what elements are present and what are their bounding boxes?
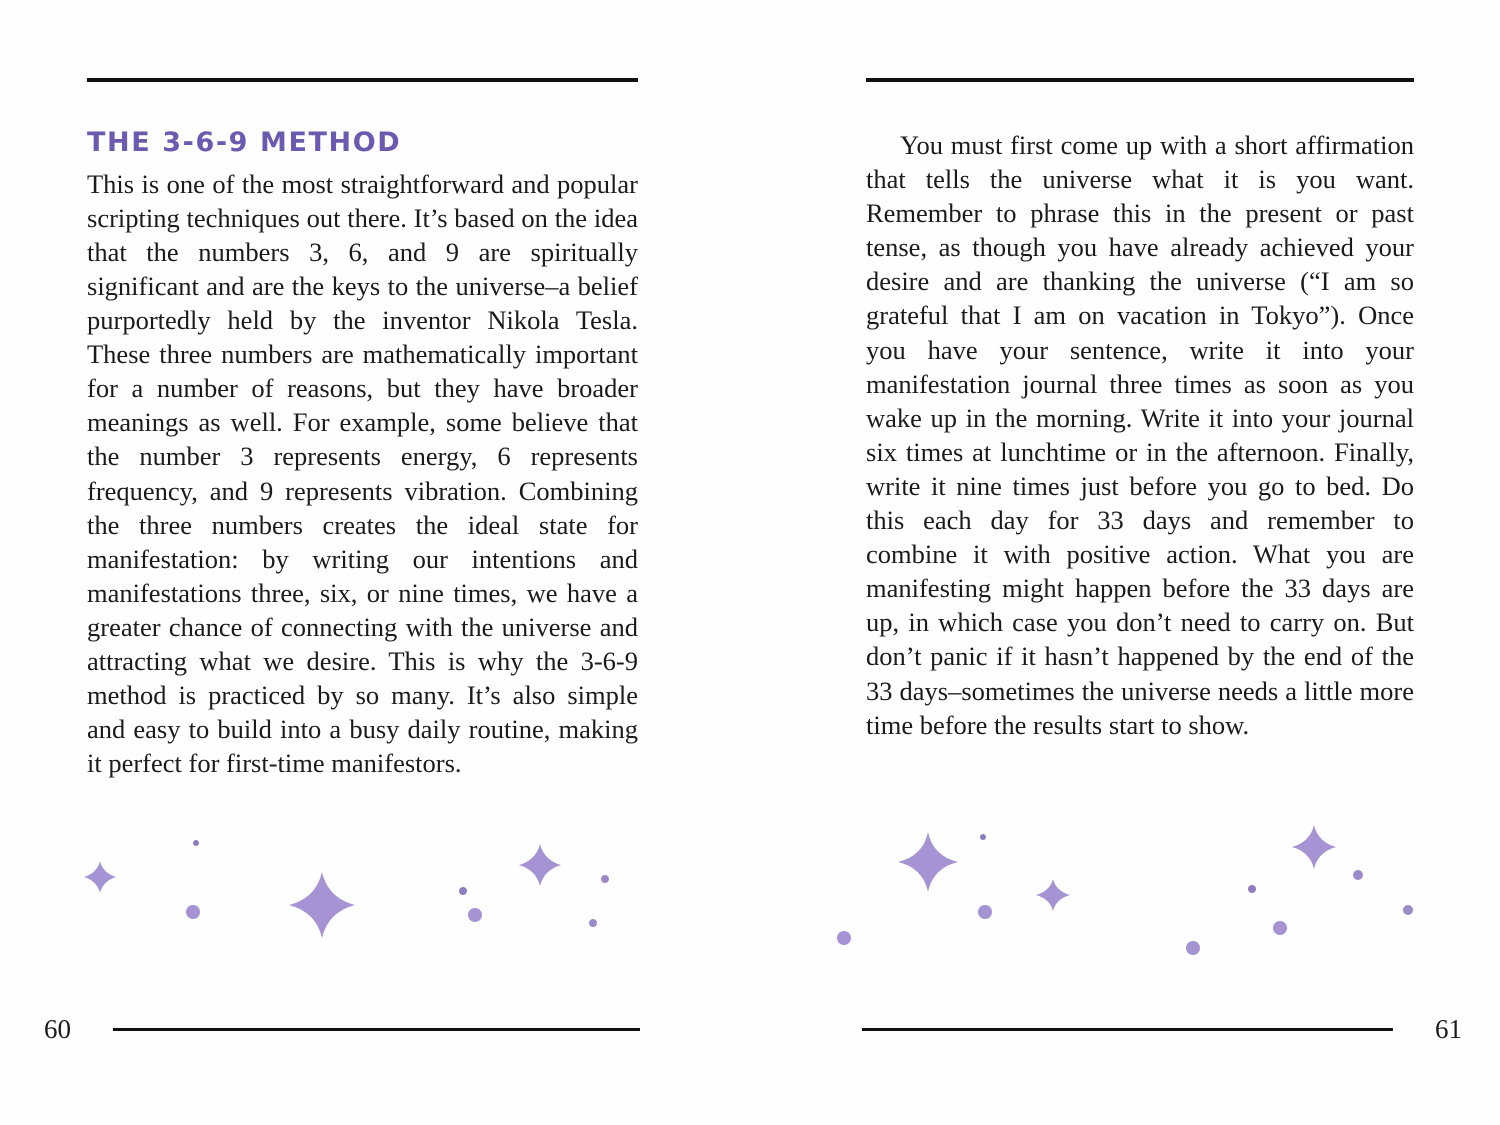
top-rule-left [87, 78, 638, 82]
ornament-right-graphic [770, 815, 1450, 965]
dot-icon [459, 887, 467, 895]
dot-icon [1403, 905, 1413, 915]
body-paragraph-left: This is one of the most straightforward and popular scripting techniques out there. It’s based on the idea that the numbers 3, 6, and 9 are spiritually significant and are the keys to the universe–a belief purportedly held by the inventor Nikola Tesla. These three numbers are mathematically important for a number of reasons, but they have broader meanings as well. For example, some believe that the number 3 represents energy, 6 represents frequency, and 9 represents vibration. Combining the three numbers creates the ideal state for manifestation: by writing our intentions and manifestations three, six, or nine times, we have a greater chance of connecting with the universe and attracting what we desire. This is why the 3-6-9 method is practiced by so many. It’s also simple and easy to build into a busy daily routine, making it perfect for first-time manifestors. [87, 168, 638, 779]
sparkle-star-icon [1036, 879, 1070, 911]
body-paragraph-right: You must first come up with a short affirmation that tells the universe what it is you want. Remember to phrase this in the present or past tense, as though you have already achieved your desire and are thanking the universe (“I am so grateful that I am on vacation in Tokyo”). Once you have your sentence, write it into your manifestation journal three times as soon as you wake up in the morning. Write it into your journal six times at lunchtime or in the afternoon. Finally, write it nine times just before you go to bed. Do this each day for 33 days and remember to combine it with positive action. What you are manifesting might happen before the 33 days are up, in which case you don’t need to carry on. But don’t panic if it hasn’t happened by the end of the 33 days–sometimes the universe needs a little more time before the results start to show. [866, 130, 1414, 740]
section-heading: THE 3-6-9 METHOD [87, 127, 402, 158]
dot-icon [1186, 941, 1200, 955]
dot-icon [468, 908, 482, 922]
page-number: 60 [44, 1013, 71, 1044]
ornament-left-graphic [60, 815, 660, 965]
footer-rule-right [862, 1028, 1393, 1031]
sparkle-star-icon [289, 872, 355, 938]
footer-left [44, 1012, 640, 1046]
crescent-moon-icon [1131, 829, 1194, 899]
top-rule-right [866, 78, 1414, 82]
sparkle-star-icon [1292, 825, 1336, 869]
page-number: 61 [1435, 1013, 1462, 1044]
dot-icon [980, 834, 986, 840]
footer-rule-left [113, 1028, 640, 1031]
dot-icon [978, 905, 992, 919]
sparkle-star-icon [898, 832, 958, 892]
dot-icon [837, 931, 851, 945]
dot-icon [186, 905, 200, 919]
dot-icon [1248, 885, 1256, 893]
ornament-right [770, 815, 1450, 965]
sparkle-star-icon [519, 844, 561, 886]
sparkle-star-icon [84, 861, 116, 893]
text-column-right [866, 128, 1414, 742]
ornament-left [60, 815, 660, 965]
page-right [750, 0, 1500, 1125]
dot-icon [1273, 921, 1287, 935]
dot-icon [589, 919, 597, 927]
dot-icon [601, 875, 609, 883]
dot-icon [1353, 870, 1363, 880]
dot-icon [193, 840, 199, 846]
text-column-left [87, 128, 638, 780]
footer-right [862, 1012, 1462, 1046]
